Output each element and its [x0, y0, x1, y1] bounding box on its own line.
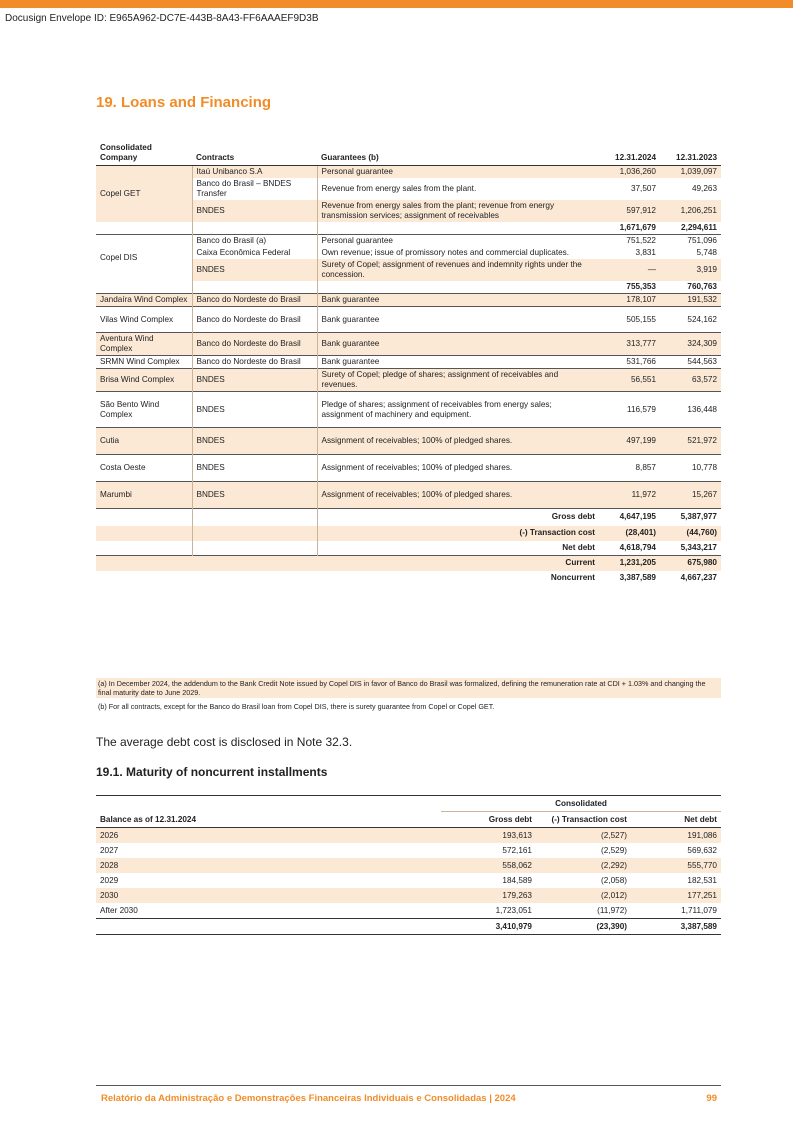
table-row [96, 294, 721, 307]
table-row [96, 843, 721, 858]
total-net: 3,387,589 [631, 919, 721, 935]
subtotal-2024: 755,353 [626, 282, 656, 291]
company-cell: Copel GET [96, 166, 192, 223]
cost-cell: (2,292) [536, 858, 631, 873]
header-2023: 12.31.2023 [660, 142, 721, 166]
table-row [96, 307, 721, 333]
contract-cell: Banco do Brasil – BNDES Transfer [192, 178, 317, 200]
company-cell: Marumbi [96, 482, 192, 509]
current-row [96, 556, 721, 571]
maturity-header-row [96, 812, 721, 828]
company-cell: Copel DIS [96, 235, 192, 282]
value-2024: 497,199 [599, 428, 660, 455]
net-cell: 191,086 [631, 828, 721, 844]
transaction-cost-row [96, 526, 721, 541]
year-cell: 2026 [96, 828, 441, 844]
table-row [96, 369, 721, 392]
gross-cell: 558,062 [441, 858, 536, 873]
summary-2024: 3,387,589 [619, 573, 656, 582]
company-cell: Jandaíra Wind Complex [96, 294, 192, 307]
table-row [96, 482, 721, 509]
summary-2023: 5,387,977 [660, 509, 721, 526]
contract-cell: Caixa Econômica Federal [192, 247, 317, 259]
value-2024: 313,777 [599, 333, 660, 356]
value-2023: 136,448 [660, 392, 721, 428]
page-number: 99 [706, 1093, 717, 1104]
net-cell: 182,531 [687, 876, 717, 885]
guarantee-cell: Surety of Copel; pledge of shares; assignment of receivables and revenues. [317, 369, 599, 392]
table-row [96, 873, 721, 888]
contract-cell: Banco do Nordeste do Brasil [192, 307, 317, 333]
net-cell: 177,251 [631, 888, 721, 903]
year-cell: After 2030 [100, 906, 138, 915]
header-balance: Balance as of 12.31.2024 [96, 812, 441, 828]
table-row [96, 166, 721, 179]
subtotal-2023: 760,763 [687, 282, 717, 291]
table-row [96, 428, 721, 455]
cost-cell: (2,012) [536, 888, 631, 903]
summary-2024: 4,647,195 [599, 509, 660, 526]
total-gross: 3,410,979 [441, 919, 536, 935]
guarantee-cell: Bank guarantee [317, 307, 599, 333]
value-2024: 116,579 [599, 392, 660, 428]
table-row [96, 235, 721, 248]
guarantee-cell: Pledge of shares; assignment of receivables from energy sales; assignment of machinery and equipment. [317, 392, 599, 428]
footnote-a: (a) In December 2024, the addendum to the Bank Credit Note issued by Copel DIS in favor of Banco do Brasil was formalized, defining the remuneration rate at CDI + 1.03% and changing the final maturity date to June 2029. [96, 678, 721, 698]
loans-header-row [96, 142, 721, 166]
value-2023: 1,206,251 [660, 200, 721, 222]
net-debt-row [96, 541, 721, 556]
cost-cell: (2,529) [601, 846, 627, 855]
contract-cell: BNDES [192, 392, 317, 428]
header-guarantees: Guarantees (b) [317, 142, 599, 166]
guarantee-cell: Own revenue; issue of promissory notes and commercial duplicates. [321, 248, 570, 257]
noncurrent-row [96, 571, 721, 586]
company-cell: Aventura Wind Complex [96, 333, 192, 356]
summary-2023: 4,667,237 [680, 573, 717, 582]
guarantee-cell: Revenue from energy sales from the plant; revenue from energy transmission services; assignment of receivables [317, 200, 599, 222]
company-cell: Vilas Wind Complex [96, 307, 192, 333]
value-2023: 1,039,097 [660, 166, 721, 179]
average-debt-text: The average debt cost is disclosed in Note 32.3. [96, 735, 353, 749]
contract-cell: BNDES [192, 200, 317, 222]
guarantee-cell: Revenue from energy sales from the plant. [321, 184, 477, 193]
net-cell: 569,632 [687, 846, 717, 855]
cost-cell: (11,972) [597, 906, 627, 915]
header-gross-debt: Gross debt [441, 812, 536, 828]
maturity-title: 19.1. Maturity of noncurrent installments [96, 765, 328, 779]
summary-2023: 675,980 [660, 556, 721, 571]
table-row [96, 828, 721, 844]
table-row [96, 888, 721, 903]
summary-label: Noncurrent [550, 573, 595, 582]
header-transaction-cost: (-) Transaction cost [536, 812, 631, 828]
guarantee-cell: Bank guarantee [317, 333, 599, 356]
guarantee-cell: Assignment of receivables; 100% of pledged shares. [317, 482, 599, 509]
table-row [96, 858, 721, 873]
value-2023: 524,162 [660, 307, 721, 333]
value-2023: 63,572 [660, 369, 721, 392]
summary-2023: (44,760) [660, 526, 721, 541]
net-cell: 1,711,079 [681, 906, 717, 915]
gross-debt-row [96, 509, 721, 526]
value-2024: 3,831 [635, 248, 656, 257]
value-2024: — [599, 259, 660, 281]
table-row [96, 356, 721, 369]
cost-cell: (2,527) [536, 828, 631, 844]
company-cell: São Bento Wind Complex [96, 392, 192, 428]
summary-2024: (28,401) [599, 526, 660, 541]
subtotal-2024: 1,671,679 [619, 223, 656, 232]
table-row [96, 903, 721, 919]
year-cell: 2030 [96, 888, 441, 903]
value-2023: 10,778 [660, 455, 721, 482]
company-cell: Brisa Wind Complex [96, 369, 192, 392]
summary-label: (-) Transaction cost [317, 526, 599, 541]
contract-cell: Banco do Nordeste do Brasil [192, 333, 317, 356]
company-cell: SRMN Wind Complex [96, 356, 192, 369]
value-2024: 751,522 [599, 235, 660, 248]
table-row [96, 333, 721, 356]
net-cell: 555,770 [631, 858, 721, 873]
section-title: 19. Loans and Financing [96, 94, 272, 111]
summary-label: Gross debt [317, 509, 599, 526]
year-cell: 2028 [96, 858, 441, 873]
contract-cell: BNDES [192, 369, 317, 392]
value-2024: 505,155 [599, 307, 660, 333]
company-cell: Costa Oeste [96, 455, 192, 482]
company-cell: Cutia [96, 428, 192, 455]
value-2024: 178,107 [599, 294, 660, 307]
consolidated-label: Consolidated [441, 796, 721, 812]
envelope-id: Docusign Envelope ID: E965A962-DC7E-443B-8A43-FF6AAAEF9D3B [5, 13, 319, 24]
subtotal-2023: 2,294,611 [681, 223, 717, 232]
guarantee-cell: Assignment of receivables; 100% of pledged shares. [317, 428, 599, 455]
guarantee-cell: Assignment of receivables; 100% of pledged shares. [317, 455, 599, 482]
summary-2024: 1,231,205 [599, 556, 660, 571]
gross-cell: 184,589 [502, 876, 532, 885]
maturity-table [96, 795, 721, 935]
value-2023: 3,919 [660, 259, 721, 281]
subtotal-row [96, 281, 721, 294]
value-2024: 11,972 [599, 482, 660, 509]
value-2024: 37,507 [630, 184, 656, 193]
contract-cell: BNDES [192, 482, 317, 509]
table-row [96, 392, 721, 428]
summary-2024: 4,618,794 [619, 542, 656, 552]
guarantee-cell: Surety of Copel; assignment of revenues and indemnity rights under the concession. [317, 259, 599, 281]
value-2023: 751,096 [660, 235, 721, 248]
value-2023: 191,532 [660, 294, 721, 307]
maturity-header-group [96, 796, 721, 812]
footer-title: Relatório da Administração e Demonstrações Financeiras Individuais e Consolidadas | 2024 [101, 1093, 516, 1104]
header-net-debt: Net debt [631, 812, 721, 828]
footnotes [96, 678, 721, 711]
contract-cell: BNDES [192, 259, 317, 281]
loans-table [96, 142, 721, 586]
contract-cell: Banco do Brasil (a) [192, 235, 317, 248]
contract-cell: Banco do Nordeste do Brasil [192, 356, 317, 369]
value-2023: 49,263 [691, 184, 717, 193]
footnote-b: (b) For all contracts, except for the Banco do Brasil loan from Copel DIS, there is surety guarantee from Copel or Copel GET. [98, 702, 495, 711]
gross-cell: 193,613 [441, 828, 536, 844]
cost-cell: (2,058) [601, 876, 627, 885]
year-cell: 2029 [100, 876, 119, 885]
header-company: Consolidated Company [96, 142, 192, 166]
gross-cell: 1,723,051 [495, 906, 532, 915]
value-2023: 544,563 [660, 356, 721, 369]
summary-2023: 5,343,217 [680, 542, 717, 552]
subtotal-row [96, 222, 721, 235]
contract-cell: Itaú Unibanco S.A [192, 166, 317, 179]
value-2024: 56,551 [599, 369, 660, 392]
maturity-total-row [96, 919, 721, 935]
gross-cell: 572,161 [502, 846, 532, 855]
top-accent-bar [0, 0, 793, 8]
guarantee-cell: Bank guarantee [317, 356, 599, 369]
guarantee-cell: Personal guarantee [317, 166, 599, 179]
contract-cell: Banco do Nordeste do Brasil [192, 294, 317, 307]
value-2024: 8,857 [599, 455, 660, 482]
summary-label: Net debt [562, 542, 595, 552]
year-cell: 2027 [100, 846, 119, 855]
guarantee-cell: Personal guarantee [317, 235, 599, 248]
total-cost: (23,390) [536, 919, 631, 935]
value-2024: 1,036,260 [599, 166, 660, 179]
summary-label: Current [96, 556, 599, 571]
value-2023: 5,748 [696, 248, 717, 257]
table-row [96, 455, 721, 482]
value-2023: 15,267 [660, 482, 721, 509]
header-contracts: Contracts [192, 142, 317, 166]
contract-cell: BNDES [192, 455, 317, 482]
value-2023: 324,309 [660, 333, 721, 356]
gross-cell: 179,263 [441, 888, 536, 903]
footer-divider [96, 1085, 721, 1086]
value-2023: 521,972 [660, 428, 721, 455]
header-2024: 12.31.2024 [599, 142, 660, 166]
value-2024: 531,766 [599, 356, 660, 369]
guarantee-cell: Bank guarantee [317, 294, 599, 307]
value-2024: 597,912 [599, 200, 660, 222]
contract-cell: BNDES [192, 428, 317, 455]
